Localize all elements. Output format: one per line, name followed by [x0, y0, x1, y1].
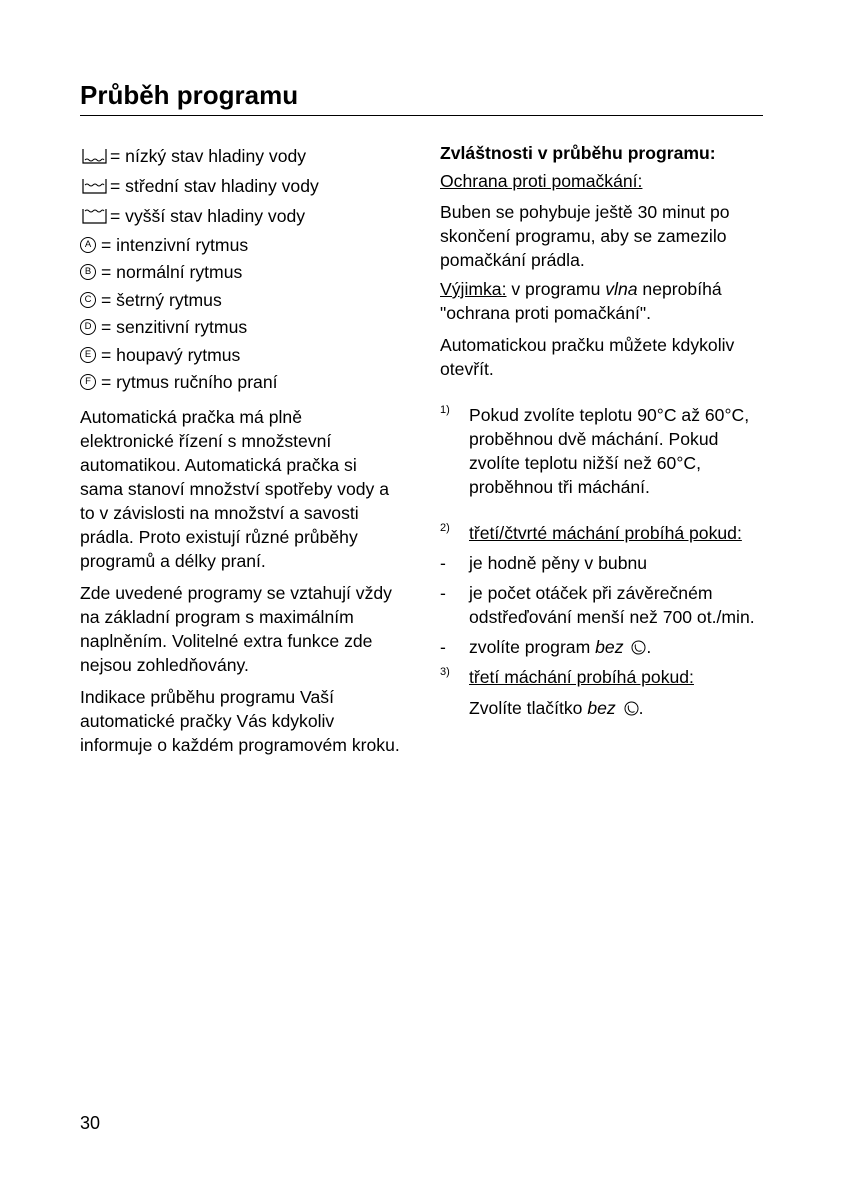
- left-column: [80, 141, 400, 757]
- footnote-text: [469, 696, 770, 720]
- crease-subheading: Ochrana proti pomačkání:: [440, 171, 643, 191]
- exception-program: vlna: [605, 279, 638, 299]
- list-item: [440, 581, 770, 629]
- legend-text: = normální rytmus: [101, 262, 243, 283]
- rhythm-f-icon: F: [80, 374, 96, 390]
- list-item-text: je počet otáček při závěrečném odstřeďování menší než 700 ot./min.: [469, 583, 755, 627]
- legend-text: = senzitivní rytmus: [101, 317, 248, 338]
- legend-text: = šetrný rytmus: [101, 289, 222, 310]
- open-text: Automatickou pračku můžete kdykoliv otevřít.: [440, 335, 735, 379]
- list-dash: -: [440, 553, 446, 573]
- body-paragraph: Automatická pračka má plně elektronické řízení s množstevní automatikou. Automatická pračka si sama stanoví množství spotřeby vody a to v závislosti na množství a savosti prádla. Proto existují různé průběhy programů a délky praní.: [80, 407, 390, 571]
- legend-text: = houpavý rytmus: [101, 344, 241, 365]
- list-item: [440, 635, 770, 659]
- footnote-heading: třetí máchání probíhá pokud:: [469, 667, 694, 687]
- legend-text: = střední stav hladiny vody: [110, 176, 319, 196]
- crease-text: Buben se pohybuje ještě 30 minut po skončení programu, aby se zamezilo pomačkání prádla.: [440, 202, 730, 270]
- footnote-3: [440, 665, 770, 689]
- legend-item-rhythm-b: [80, 259, 400, 287]
- rhythm-c-icon: C: [80, 292, 96, 308]
- high-water-level-icon: [80, 205, 110, 227]
- footnote-marker: 2): [440, 522, 450, 534]
- legend-text: = nízký stav hladiny vody: [110, 146, 307, 166]
- list-item-text-part: zvolíte program: [469, 637, 596, 657]
- list-item: [440, 551, 770, 575]
- button-name: bez: [587, 698, 616, 718]
- indent: [440, 696, 469, 720]
- body-paragraph: Indikace průběhu programu Vaší automatické pračky Vás kdykoliv informuje o každém programovém kroku.: [80, 687, 400, 755]
- footnote-text-part: .: [638, 698, 644, 718]
- list-dash: -: [440, 583, 446, 603]
- right-column: [440, 141, 770, 720]
- legend-item-medium-water: [80, 171, 400, 201]
- legend-item-rhythm-d: [80, 314, 400, 342]
- list-dash: -: [440, 637, 446, 657]
- low-water-level-icon: [80, 145, 110, 167]
- program-name: bez: [595, 637, 624, 657]
- legend-text: = rytmus ručního praní: [101, 372, 278, 393]
- rhythm-a-icon: A: [80, 237, 96, 253]
- legend-item-rhythm-c: [80, 286, 400, 314]
- page-number: 30: [80, 1113, 101, 1133]
- legend-item-rhythm-a: [80, 231, 400, 259]
- legend-item-low-water: [80, 141, 400, 171]
- footnote-marker: 1): [440, 404, 450, 416]
- footnote-marker: 3): [440, 666, 450, 678]
- footnote-text-part: Zvolíte tlačítko: [469, 698, 588, 718]
- title-divider: [80, 115, 763, 116]
- legend-item-rhythm-e: [80, 341, 400, 369]
- list-item-text: je hodně pěny v bubnu: [469, 553, 648, 573]
- footnote-text: Pokud zvolíte teplotu 90°C až 60°C, proběhnou dvě máchání. Pokud zvolíte teplotu nižší než 60°C, proběhnou tři máchání.: [469, 405, 750, 497]
- rhythm-b-icon: B: [80, 264, 96, 280]
- list-item-text-part: .: [646, 637, 652, 657]
- legend-item-rhythm-f: [80, 369, 400, 397]
- exception-text: neprobíhá "ochrana proti pomačkání".: [440, 279, 722, 323]
- no-rinse-icon: [624, 698, 639, 713]
- body-paragraph: Zde uvedené programy se vztahují vždy na základní program s maximálním naplněním. Volitelné extra funkce zde nejsou zohledňovány.: [80, 583, 392, 675]
- no-rinse-icon: [631, 637, 646, 652]
- page-title: Průběh programu: [80, 80, 299, 110]
- medium-water-level-icon: [80, 175, 110, 197]
- legend-text: = intenzivní rytmus: [101, 234, 249, 255]
- rhythm-d-icon: D: [80, 319, 96, 335]
- footnote-3-text: [440, 696, 770, 720]
- footnote-1: [440, 403, 770, 499]
- footnote-2: [440, 521, 770, 545]
- legend-item-high-water: [80, 201, 400, 231]
- exception-paragraph: [440, 277, 770, 325]
- rhythm-e-icon: E: [80, 347, 96, 363]
- footnote-heading: třetí/čtvrté máchání probíhá pokud:: [469, 523, 742, 543]
- exception-label: Výjimka:: [440, 279, 507, 299]
- legend-text: = vyšší stav hladiny vody: [110, 206, 306, 226]
- section-heading: Zvláštnosti v průběhu programu:: [440, 143, 716, 163]
- exception-text: v programu: [506, 279, 606, 299]
- list-item-text: [469, 635, 770, 659]
